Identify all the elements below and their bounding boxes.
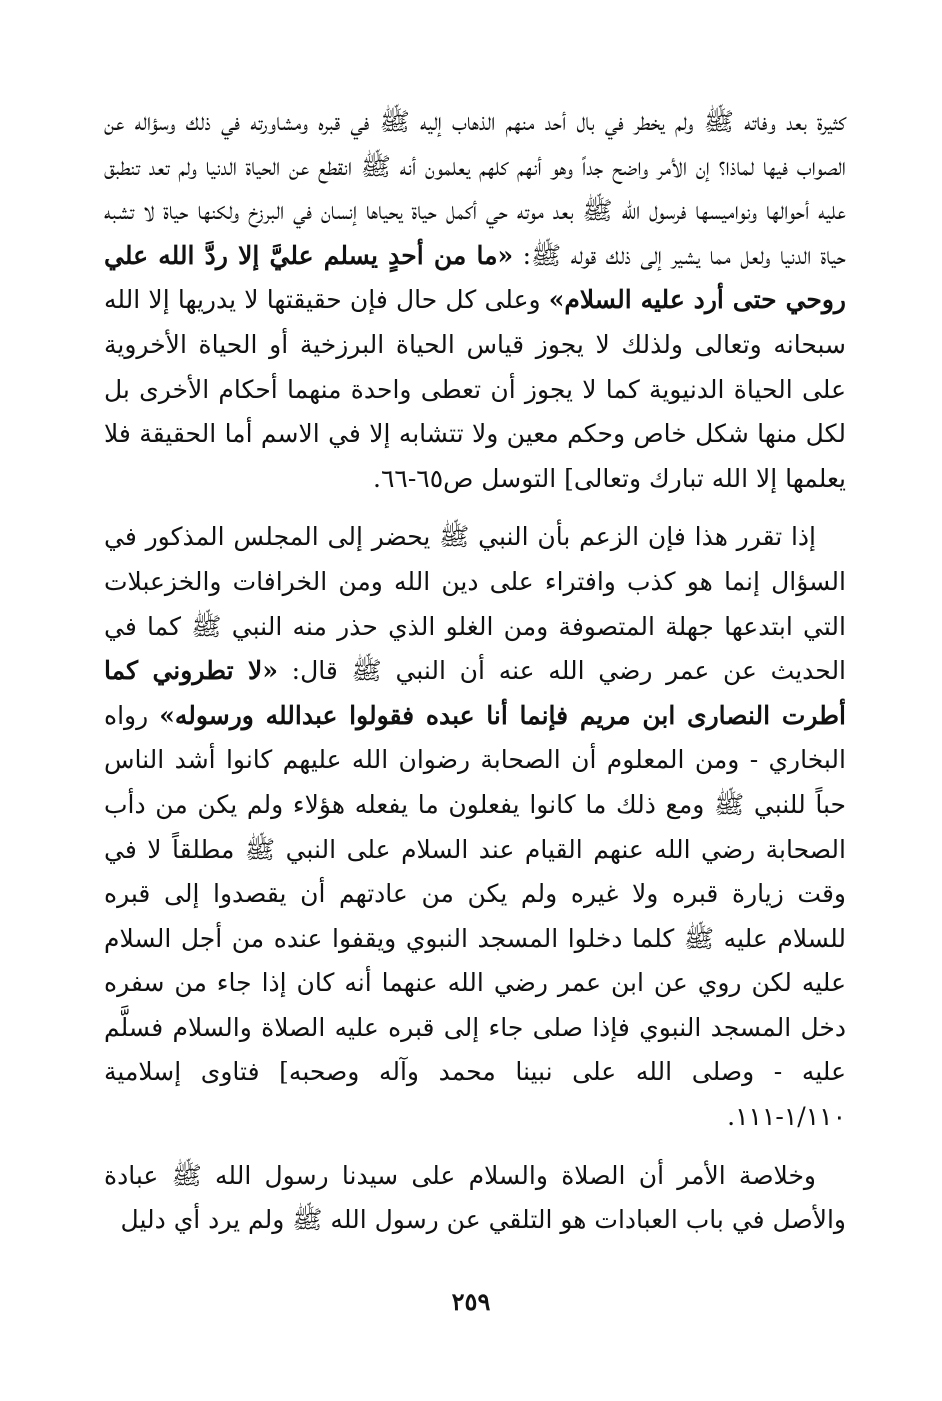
paragraph-2: [104, 515, 846, 1139]
paragraph-2-text-a: إذا تقرر هذا فإن الزعم بأن النبي ﷺ يحضر إلى المجلس المذكور في السؤال إنما هو كذب وافتراء على دين الله ومن الخرافات والخزعبلات التي ابتدعها جهلة المتصوفة ومن الغلو الذي حذر منه النبي ﷺ كما في الحديث عن عمر رضي الله عنه أن النبي ﷺ قال:: [104, 522, 847, 686]
paragraph-3-text: وخلاصة الأمر أن الصلاة والسلام على سيدنا رسول الله ﷺ عبادة والأصل في باب العبادات هو التلقي عن رسول الله ﷺ ولم يرد أي دليل: [104, 1160, 846, 1235]
hadith-quote-2: «لا تطروني كما أطرت النصارى ابن مريم فإنما أنا عبده فقولوا عبدالله ورسوله»: [104, 656, 846, 730]
page-body: [104, 100, 846, 1243]
page-number: ٢٥٩: [451, 1287, 491, 1316]
paragraph-spacer: [104, 1140, 846, 1154]
paragraph-spacer: [104, 501, 846, 515]
paragraph-2-text-b: رواه البخاري - ومن المعلوم أن الصحابة رضوان الله عليهم كانوا أشد الناس حباً للنبي ﷺ ومع ذلك ما كانوا يفعلون ما يفعله هؤلاء ولم يكن من دأب الصحابة رضي الله عنهم القيام عند السلام على النبي ﷺ مطلقاً لا في وقت زيارة قبره ولا غيره ولم يكن من عادتهم أن يقصدوا إلى قبره للسلام عليه ﷺ كلما دخلوا المسجد النبوي ويقفوا عنده من أجل السلام عليه لكن روي عن ابن عمر رضي الله عنهما أنه كان إذا جاء من سفره دخل المسجد النبوي فإذا صلى جاء إلى قبره عليه الصلاة والسلام فسلَّم عليه - وصلى الله على نبينا محمد وآله وصحبه] فتاوى إسلامية ١/١١٠-١١١.: [104, 700, 846, 1132]
paragraph-3: [104, 1154, 846, 1243]
paragraph-1-text-a: كثيرة بعد وفاته ﷺ ولم يخطر في بال أحد منهم الذهاب إليه ﷺ في قبره ومشاورته في ذلك وسؤاله عن الصواب فيها لماذا؟ إن الأمر واضح جداً وهو أنهم كلهم يعلمون أنه ﷺ انقطع عن الحياة الدنيا ولم تعد تنطبق عليه أحوالها ونواميسها فرسول الله ﷺ بعد موته حي أكمل حياة يحياها إنسان في البرزخ ولكنها حياة لا تشبه حياة الدنيا ولعل مما يشير إلى ذلك قوله ﷺ:: [104, 107, 846, 270]
hadith-quote-1: «ما من أحدٍ يسلم عليَّ إلا ردَّ الله علي روحي حتى أرد عليه السلام»: [104, 240, 847, 315]
paragraph-1-text-b: وعلى كل حال فإن حقيقتها لا يدريها إلا الله سبحانه وتعالى ولذلك لا يجوز قياس الحياة البرزخية أو الحياة الأخروية على الحياة الدنيوية كما لا يجوز أن تعطى واحدة منهما أحكام الأخرى بل لكل منها شكل خاص وحكم معين ولا تتشابه إلا في الاسم أما الحقيقة فلا يعلمها إلا الله تبارك وتعالى] التوسل ص٦٥-٦٦.: [104, 285, 846, 493]
paragraph-1: [104, 100, 846, 501]
